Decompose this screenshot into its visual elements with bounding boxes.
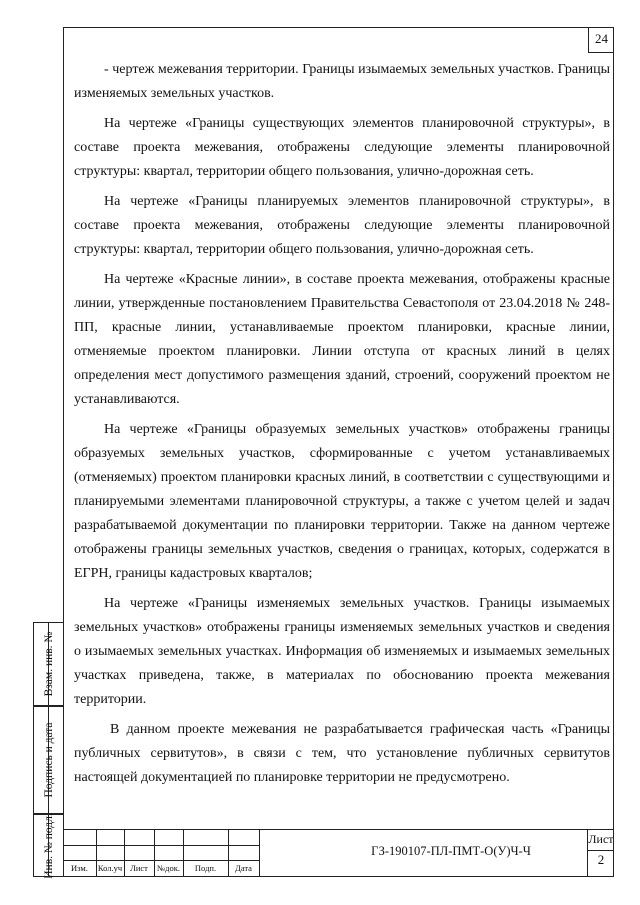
stamp-col-izm: Изм.	[71, 863, 88, 873]
title-block	[63, 829, 614, 877]
side-cell-podpis	[33, 706, 63, 814]
side-label-podpis: Подпись и дата	[42, 722, 55, 798]
paragraph-4: На чертеже «Красные линии», в составе проекта межевания, отображены красные линии, утвержденные постановлением Правительства Севастополя от 23.04.2018 № 248-ПП, красные линии, устанавливаемые проектом планировки, красные линии, отменяемые проектом планировки. Линии отступа от красных линий в целях определения мест допустимого размещения зданий, строений, сооружений проектом не устанавливаются.	[74, 272, 610, 407]
paragraph-2: На чертеже «Границы существующих элементов планировочной структуры», в составе проекта межевания, отображены следующие элементы планировочной структуры: квартал, территории общего пользования, улично-дорожная сеть.	[74, 116, 610, 179]
paragraph-7: В данном проекте межевания не разрабатывается графическая часть «Границы публичных сервитутов», в связи с тем, что установление публичных сервитутов настоящей документацией по планировке территории не предусмотрено.	[74, 722, 610, 785]
side-cell-inv	[33, 814, 63, 877]
stamp-col-podp: Подп.	[194, 863, 217, 873]
paragraph-1: - чертеж межевания территории. Границы изымаемых земельных участков. Границы изменяемых земельных участков.	[74, 62, 610, 101]
stamp-col-kolich: Кол.уч	[97, 863, 123, 873]
sheet-number: 2	[597, 852, 605, 867]
document-body	[74, 58, 610, 796]
side-label-vzam: Взам. инв. №	[42, 631, 55, 697]
stamp-col-list: Лист	[130, 863, 148, 873]
side-label-inv: Инв. № подл.	[42, 812, 55, 879]
paragraph-3: На чертеже «Границы планируемых элементов планировочной структуры», в составе проекта межевания, отображены следующие элементы планировочной структуры: квартал, территории общего пользования, улично-дорожная сеть.	[74, 194, 610, 257]
paragraph-5: На чертеже «Границы образуемых земельных участков» отображены границы образуемых земельных участков, сформированные с учетом устанавливаемых (отменяемых) проектом планировки красных линий, в соответствии с существующими и планируемыми элементами планировочной структуры, а также с учетом целей и задач разрабатываемой документации по планировки территории. Также на данном чертеже отображены границы земельных участков, сведения о границах, которых, содержатся в ЕГРН, границы кадастровых кварталов;	[74, 422, 610, 581]
document-code: ГЗ-190107-ПЛ-ПМТ-О(У)Ч-Ч	[371, 844, 531, 858]
stamp-col-data: Дата	[235, 863, 252, 873]
stamp-col-ndok: №док.	[157, 863, 180, 873]
page-number: 24	[588, 27, 614, 53]
side-cell-vzam	[33, 622, 63, 706]
sheet-label: Лист	[588, 832, 614, 846]
paragraph-6: На чертеже «Границы изменяемых земельных участков. Границы изымаемых земельных участков» отображены границы изменяемых земельных участков и сведения о изымаемых земельных участках. Информация об изменяемых и изымаемых земельных участках приведена, также, в материалах по обоснованию проекта межевания территории.	[74, 596, 610, 707]
